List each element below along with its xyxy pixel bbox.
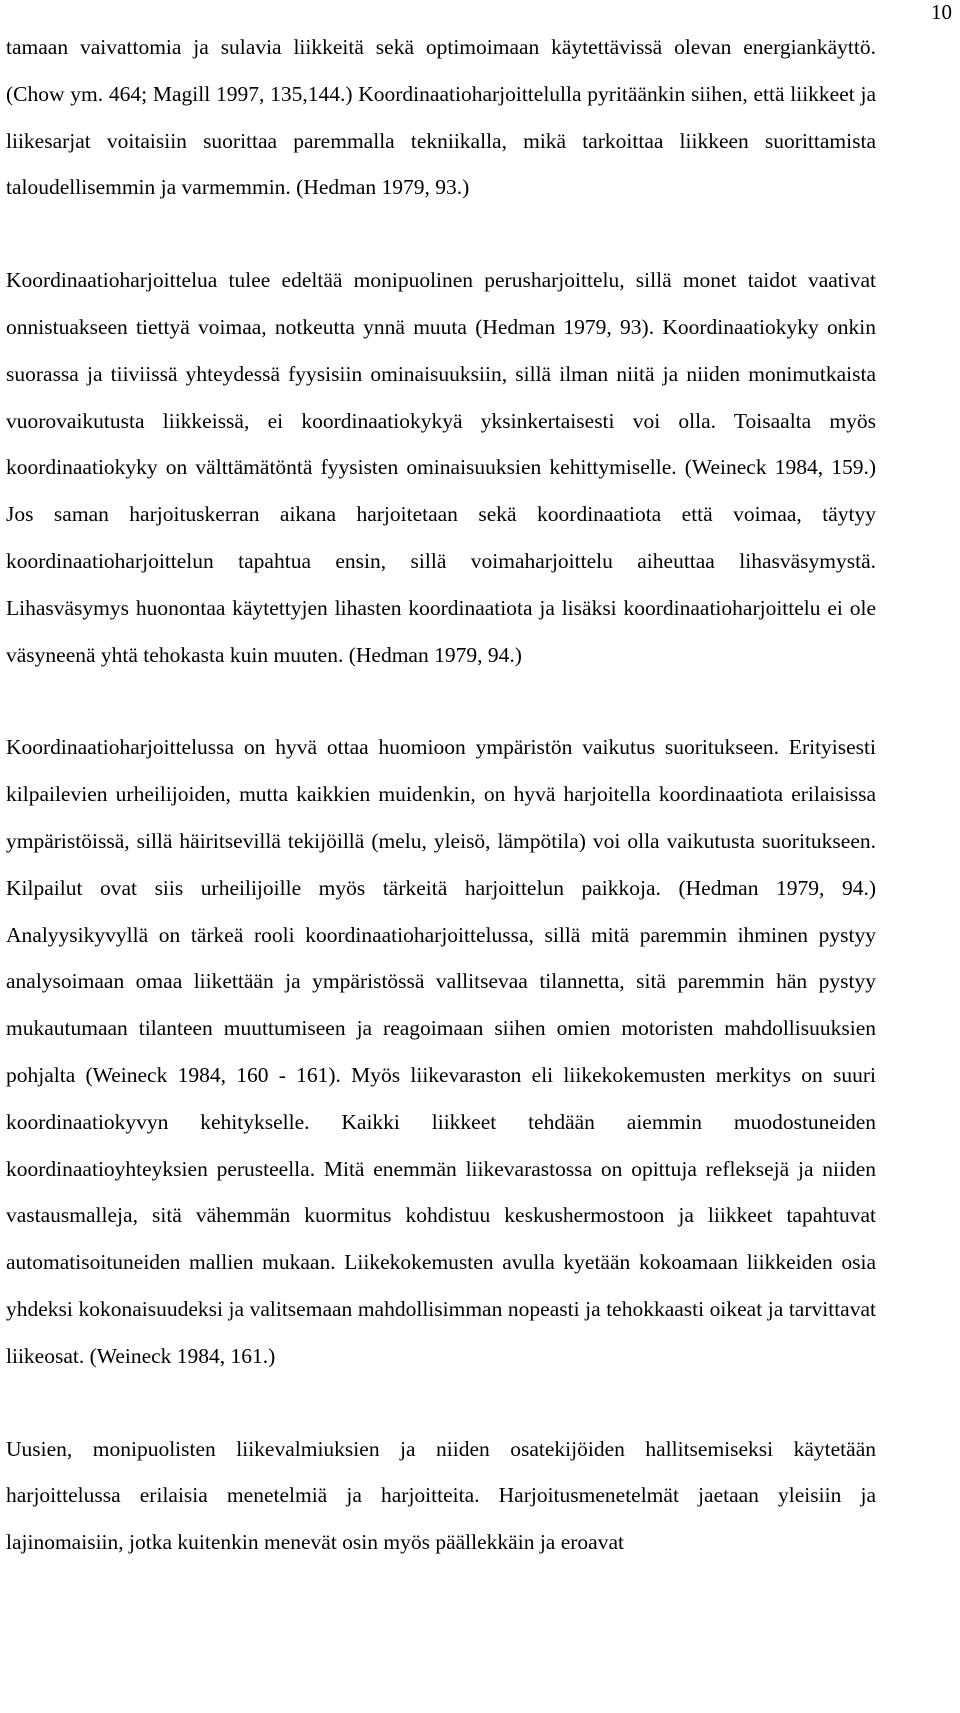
body-text: [6, 24, 876, 1566]
paragraph: tamaan vaivattomia ja sulavia liikkeitä sekä optimoimaan käytettävissä olevan energiankäyttö. (Chow ym. 464; Magill 1997, 135,144.) Koordinaatioharjoittelulla pyritäänkin siihen, että liikkeet ja liikesarjat voitaisiin suorittaa paremmalla tekniikalla, mikä tarkoittaa liikkeen suorittamista taloudellisemmin ja varmemmin. (Hedman 1979, 93.): [6, 35, 876, 200]
paragraph: Uusien, monipuolisten liikevalmiuksien ja niiden osatekijöiden hallitsemiseksi käytetään harjoittelussa erilaisia menetelmiä ja harjoitteita. Harjoitusmenetelmät jaetaan yleisiin ja lajinomaisiin, jotka kuitenkin menevät osin myös päällekkäin ja eroavat: [6, 1436, 876, 1555]
paragraph: Koordinaatioharjoittelussa on hyvä ottaa huomioon ympäristön vaikutus suoritukseen. Erityisesti kilpailevien urheilijoiden, mutta kaikkien muidenkin, on hyvä harjoitella koordinaatiota erilaisissa ympäristöissä, sillä häiritsevillä tekijöillä (melu, yleisö, lämpötila) voi olla vaikutusta suoritukseen. Kilpailut ovat siis urheilijoille myös tärkeitä harjoittelun paikkoja. (Hedman 1979, 94.) Analyysikyvyllä on tärkeä rooli koordinaatioharjoittelussa, sillä mitä paremmin ihminen pystyy analysoimaan omaa liikettään ja ympäristössä vallitsevaa tilannetta, sitä paremmin hän pystyy mukautumaan tilanteen muuttumiseen ja reagoimaan siihen omien motoristen mahdollisuuksien pohjalta (Weineck 1984, 160 - 161). Myös liikevaraston eli liikekokemusten merkitys on suuri koordinaatiokyvyn kehitykselle. Kaikki liikkeet tehdään aiemmin muodostuneiden koordinaatioyhteyksien perusteella. Mitä enemmän liikevarastossa on opittuja refleksejä ja niiden vastausmalleja, sitä vähemmän kuormitus kohdistuu keskushermostoon ja liikkeet tapahtuvat automatisoituneiden mallien mukaan. Liikekokemusten avulla kyetään kokoamaan liikkeiden osia yhdeksi kokonaisuudeksi ja valitsemaan mahdollisimman nopeasti ja tehokkaasti oikeat ja tarvittavat liikeosat. (Weineck 1984, 161.): [6, 735, 876, 1368]
page-number: 10: [931, 0, 952, 24]
paragraph: Koordinaatioharjoittelua tulee edeltää monipuolinen perusharjoittelu, sillä monet taidot vaativat onnistuakseen tiettyä voimaa, notkeutta ynnä muuta (Hedman 1979, 93). Koordinaatiokyky onkin suorassa ja tiiviissä yhteydessä fyysisiin ominaisuuksiin, sillä ilman niitä ja niiden monimutkaista vuorovaikutusta liikkeissä, ei koordinaatiokykyä yksinkertaisesti voi olla. Toisaalta myös koordinaatiokyky on välttämätöntä fyysisten ominaisuuksien kehittymiselle. (Weineck 1984, 159.) Jos saman harjoituskerran aikana harjoitetaan sekä koordinaatiota että voimaa, täytyy koordinaatioharjoittelun tapahtua ensin, sillä voimaharjoittelu aiheuttaa lihasväsymystä. Lihasväsymys huonontaa käytettyjen lihasten koordinaatiota ja lisäksi koordinaatioharjoittelu ei ole väsyneenä yhtä tehokasta kuin muuten. (Hedman 1979, 94.): [6, 268, 876, 667]
